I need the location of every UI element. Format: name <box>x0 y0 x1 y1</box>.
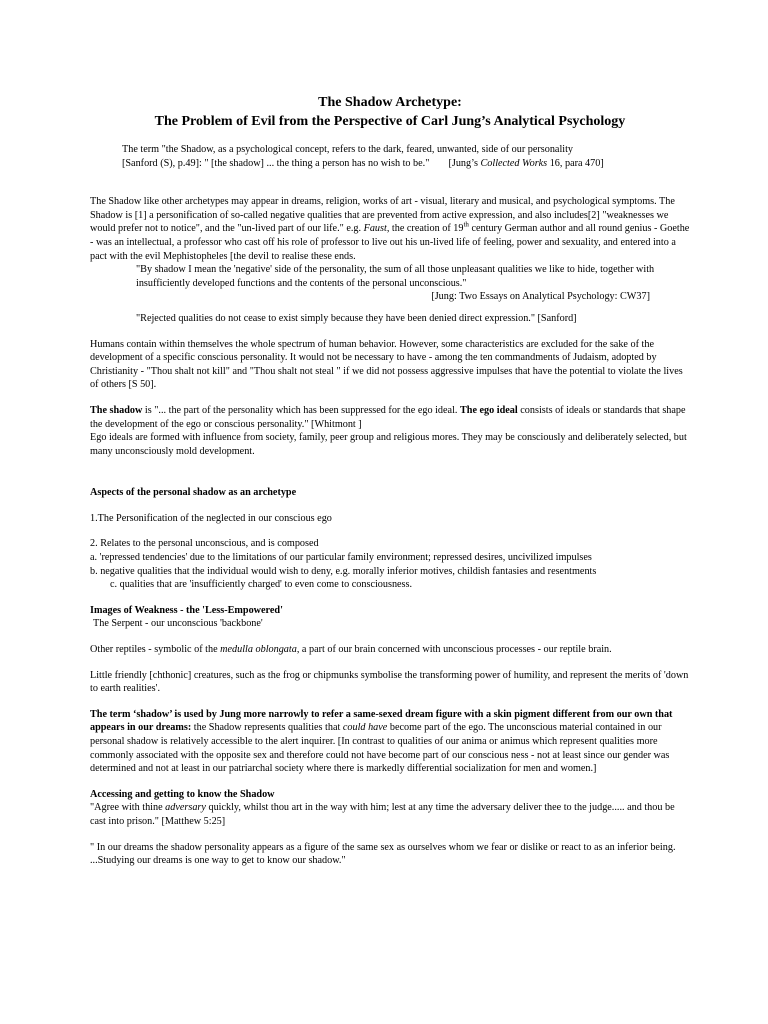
paragraph-shadow-archetypes: The Shadow like other archetypes may appear in dreams, religion, works of art - visual, literary and musical, and psychological symptoms. The Shadow is [1] a personification of so-called negative qualities that are prevented from active expression, and also includes[2] "weaknesses we would prefer not to notice", and the "un-lived part of our life." e.g. Faust, the creation of 19th century German author and all round genius - Goethe - was an intellectual, a professor who cast off his role of professor to live out his un-lived life of feeling, power and sexuality, and entered into a pact with the evil Mephistopheles [the devil to realise these ends. <box>90 196 690 262</box>
paragraph-matthew: "Agree with thine adversary quickly, whilst thou art in the way with him; lest at any time the adversary deliver thee to the judge..... and thou be cast into prison." [Matthew 5:25] <box>90 802 675 827</box>
aspect-2b: b. negative qualities that the individual would wish to deny, e.g. morally inferior motives, childish fantasies and resentments <box>90 565 597 577</box>
paragraph-reptiles: Other reptiles - symbolic of the medulla oblongata, a part of our brain concerned with unconscious processes - our reptile brain. <box>90 644 612 656</box>
quote-sanford: "Rejected qualities do not cease to exist simply because they have been denied direct expression." [Sanford] <box>136 312 577 324</box>
paragraph-term-shadow: The term ‘shadow’ is used by Jung more narrowly to refer a same-sexed dream figure with a skin pigment different from our own that appears in our dreams: the Shadow represents qualities that could have become part of the ego. The unconscious material contained in our personal shadow is relatively accessible to the alert inquirer. [In contrast to qualities of our anima or animus which represent qualities more commonly associated with the opposite sex and therefore could not have become part of our conscious ness - not at least since our gender was determined and not at least in our patriarchal society where there is markedly differential socialization for men and women.] <box>90 708 673 775</box>
paragraph-dreams: " In our dreams the shadow personality appears as a figure of the same sex as ourselves whom we fear or dislike or react to as an inferior being. ...Studying our dreams is one way to get to know our shadow." <box>90 841 676 867</box>
heading-weakness: Images of Weakness - the 'Less-Empowered' <box>90 604 283 616</box>
heading-accessing: Accessing and getting to know the Shadow <box>90 788 275 800</box>
paragraph-human-behavior: Humans contain within themselves the whole spectrum of human behavior. However, some characteristics are excluded for the sake of the development of a specific conscious personality. It would not be necessary to have - among the ten commandments of Judaism, adopted by Christianity - "Thou shalt not kill" and "Thou shalt not steal " if we did not possess aggressive impulses that have the potential to violate the lives of others [S 50]. <box>90 338 683 391</box>
aspect-2a: a. 'repressed tendencies' due to the limitations of our particular family environment; repressed desires, uncivilized impulses <box>90 552 592 564</box>
heading-aspects: Aspects of the personal shadow as an archetype <box>90 487 297 499</box>
title-line-1: The Shadow Archetype: <box>318 95 462 110</box>
serpent-line: The Serpent - our unconscious 'backbone' <box>93 618 263 630</box>
aspect-2: 2. Relates to the personal unconscious, and is composed <box>90 538 319 550</box>
epigraph-line-2: [Sanford (S), p.49]: " [the shadow] ... the thing a person has no wish to be." [Jung’s Collected Works 16, para 470] <box>122 157 604 169</box>
paragraph-ego-ideal: The shadow is "... the part of the personality which has been suppressed for the ego ideal. The ego ideal consists of ideals or standards that shape the development of the ego or conscious personality." [Whitmont ] <box>90 404 686 430</box>
paragraph-creatures: Little friendly [chthonic] creatures, such as the frog or chipmunks symbolise the transforming power of humility, and represent the merits of 'down to earth realities'. <box>90 669 689 695</box>
quote-jung-source: [Jung: Two Essays on Analytical Psychology: CW37] <box>431 291 650 303</box>
paragraph-ego-ideals-formed: Ego ideals are formed with influence from society, family, peer group and religious mores. They may be consciously and deliberately selected, but many unconsciously mold development. <box>90 432 687 457</box>
title-line-2: The Problem of Evil from the Perspective of Carl Jung’s Analytical Psychology <box>154 114 626 129</box>
quote-jung <box>136 263 690 304</box>
quote-jung-text: "By shadow I mean the 'negative' side of the personality, the sum of all those unpleasant qualities we like to hide, together with insufficiently developed functions and the contents of the personal unconscious." <box>136 264 655 289</box>
epigraph-line-1: The term "the Shadow, as a psychological concept, refers to the dark, feared, unwanted, side of our personality <box>122 144 574 155</box>
document-page <box>90 93 690 868</box>
epigraph <box>122 143 690 170</box>
aspect-2c: c. qualities that are 'insufficiently charged' to even come to consciousness. <box>110 579 413 591</box>
aspect-1: 1.The Personification of the neglected in our conscious ego <box>90 512 332 524</box>
